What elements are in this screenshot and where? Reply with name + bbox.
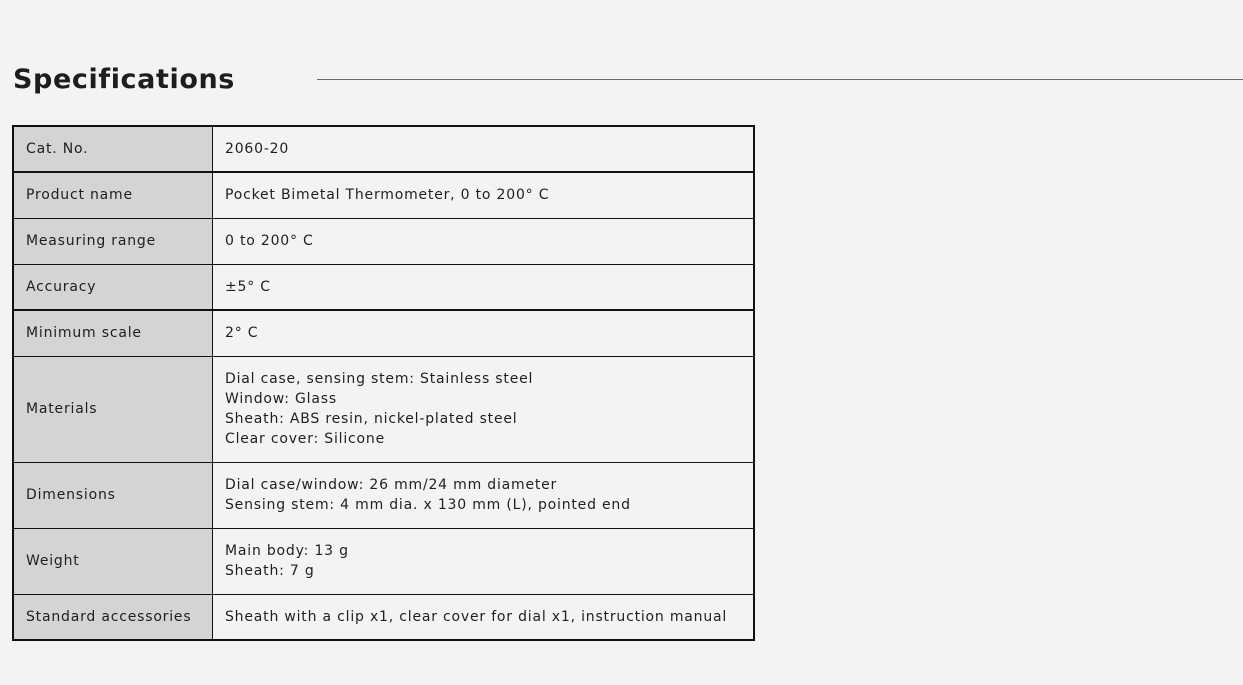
spec-value [213, 462, 755, 528]
spec-row-dimensions [13, 462, 754, 528]
specifications-table [12, 125, 755, 641]
section-title: Specifications [13, 64, 235, 95]
spec-label: Cat. No. [13, 126, 213, 172]
spec-label: Measuring range [13, 218, 213, 264]
spec-value-line: 2° C [225, 325, 259, 342]
spec-value-line: 2060-20 [225, 141, 290, 157]
spec-value-line: Pocket Bimetal Thermometer, 0 to 200° C [225, 187, 550, 204]
spec-row-cat-no [13, 126, 754, 172]
section-divider [317, 79, 1243, 80]
spec-value [213, 264, 755, 310]
spec-label: Accuracy [13, 264, 213, 310]
spec-value-line: Main body: 13 g [225, 543, 349, 559]
spec-value [213, 528, 755, 594]
spec-label: Standard accessories [13, 594, 213, 640]
spec-label: Weight [13, 528, 213, 594]
spec-value-line: Sheath: ABS resin, nickel-plated steel [225, 411, 518, 427]
spec-label: Dimensions [13, 462, 213, 528]
spec-label: Minimum scale [13, 310, 213, 356]
spec-row-weight [13, 528, 754, 594]
spec-label: Product name [13, 172, 213, 218]
spec-value [213, 356, 755, 462]
spec-value-line: Sheath with a clip x1, clear cover for dial x1, instruction manual [225, 608, 728, 625]
spec-value-line: Sheath: 7 g [225, 563, 315, 579]
spec-value-line: Window: Glass [225, 391, 337, 407]
spec-value-line: ±5° C [225, 278, 271, 295]
section-header [0, 58, 1243, 102]
spec-value-line: Dial case/window: 26 mm/24 mm diameter [225, 477, 558, 493]
spec-row-product-name [13, 172, 754, 218]
spec-row-standard-accessories [13, 594, 754, 640]
spec-value [213, 218, 755, 264]
spec-value-line: 0 to 200° C [225, 233, 314, 249]
spec-value-line: Dial case, sensing stem: Stainless steel [225, 371, 534, 387]
spec-value [213, 126, 755, 172]
spec-row-accuracy [13, 264, 754, 310]
spec-label: Materials [13, 356, 213, 462]
spec-value-line: Sensing stem: 4 mm dia. x 130 mm (L), pointed end [225, 497, 631, 513]
spec-value [213, 594, 755, 640]
spec-value [213, 310, 755, 356]
spec-row-minimum-scale [13, 310, 754, 356]
spec-value [213, 172, 755, 218]
spec-value-line: Clear cover: Silicone [225, 431, 386, 447]
spec-row-materials [13, 356, 754, 462]
spec-row-measuring-range [13, 218, 754, 264]
